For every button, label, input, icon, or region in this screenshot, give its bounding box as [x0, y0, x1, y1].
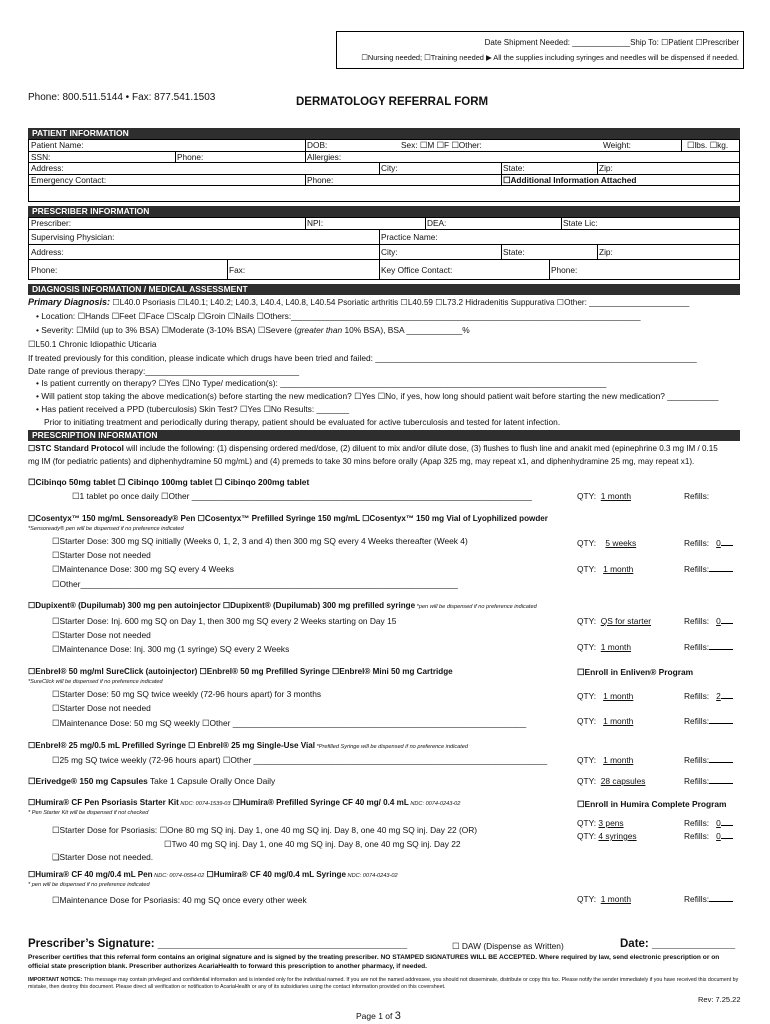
key-contact-phone-field[interactable]: Phone: [551, 264, 578, 275]
stc-label: ☐STC Standard Protocol [28, 444, 124, 453]
humira40-qty[interactable] [577, 895, 631, 904]
humira-qty-1[interactable] [577, 819, 624, 828]
qty-value: 1 month [600, 642, 632, 652]
dupixent-note: *pen will be dispensed if no preference indicated [415, 604, 537, 610]
location-line[interactable]: • Location: ☐Hands ☐Feet ☐Face ☐Scalp ☐Groin ☐Nails ☐Others:___________________________________________________________________________ [36, 311, 641, 321]
page-label: Page 1 of [356, 1011, 395, 1021]
patient-row-4 [29, 175, 739, 187]
prescriber-address-field[interactable]: Address: [31, 246, 64, 257]
enbrel25-note: *Prefilled Syringe will be dispensed if no preference indicated [315, 744, 469, 750]
qty-value: 1 month [603, 564, 634, 574]
enbrel-qty-2[interactable] [577, 717, 633, 726]
humira40-syringe: ☐Humira® CF 40 mg/0.4 mL Syringe [204, 870, 346, 879]
revision: Rev: 7.25.22 [698, 995, 741, 1004]
humira40-pen: ☐Humira® CF 40 mg/0.4 mL Pen [28, 870, 153, 879]
currently-on-therapy[interactable]: • Is patient currently on therapy? ☐Yes ☐No Type/ medication(s): ______________________________________________________________________ [36, 378, 607, 388]
cibinqo-options[interactable]: ☐Cibinqo 50mg tablet ☐ Cibinqo 100mg tablet ☐ Cibinqo 200mg tablet [28, 477, 310, 487]
signature-date[interactable]: Date: _____________ [620, 938, 736, 950]
dea-field[interactable]: DEA: [427, 218, 447, 228]
humira-note: * Pen Starter Kit will be dispensed if not checked [28, 810, 149, 816]
shipment-line-2[interactable]: ☐Nursing needed; ☐Training needed ▶ All the supplies including syringes and needles will be dispensed if needed. [361, 53, 739, 62]
key-office-contact-field[interactable]: Key Office Contact: [381, 264, 453, 275]
refills-value: 0 [716, 818, 721, 828]
treated-previously[interactable]: If treated previously for this condition, please indicate which drugs have been tried and failed: _____________________________________________________________________ [28, 353, 697, 363]
enbrel25-options[interactable] [28, 742, 468, 751]
refills-label: Refills: [684, 818, 710, 828]
erivedge-qty[interactable] [577, 777, 645, 786]
dupixent-refills-2[interactable] [684, 643, 733, 652]
ppd-test[interactable]: • Has patient received a PPD (tuberculosis) Skin Test? ☐Yes ☐No Results: _______ [36, 404, 350, 414]
refills-value: 2 [716, 691, 721, 701]
additional-info-checkbox[interactable]: ☐Additional Information Attached [503, 174, 637, 185]
npi-field[interactable]: NPI: [307, 218, 324, 228]
cosentyx-refills-2[interactable] [684, 565, 733, 574]
severity-text: • Severity: ☐Mild (up to 3% BSA) ☐Moderate (3-10% BSA) ☐Severe ( [36, 325, 297, 335]
prescriber-field[interactable]: Prescriber: [31, 218, 72, 228]
qty-value: QS for starter [600, 616, 652, 626]
refills-value: 0 [716, 616, 721, 626]
stc-text-2: mg IM (for pediatric patients) and diphenhydramine 50 mg/mL) and (4) premeds to take 30 mins before orally (Apap 325 mg, may repeat x1, and diphenhydramine 25 mg, may repeat x1). [28, 457, 695, 466]
patient-city-field[interactable]: City: [381, 163, 398, 173]
primary-diagnosis[interactable] [28, 298, 689, 308]
humira-pen-ndc: NDC: 0074-1539-03 [178, 801, 231, 807]
humira-starter-dose[interactable]: ☐Starter Dose for Psoriasis: ☐One 80 mg SQ inj. Day 1, one 40 mg SQ inj. Day 8, one 40 mg SQ inj. Day 22 (OR) [52, 825, 478, 835]
qty-label: QTY: [577, 716, 597, 726]
practice-name-field[interactable]: Practice Name: [381, 231, 438, 242]
enbrel-maintenance[interactable]: ☐Maintenance Dose: 50 mg SQ weekly ☐Other _______________________________________________________________ [52, 718, 527, 728]
prescriber-fax-field[interactable]: Fax: [229, 264, 246, 275]
humira-syringe: ☐Humira® Prefilled Syringe CF 40 mg/ 0.4 mL [230, 798, 409, 807]
prescriber-zip-field[interactable]: Zip: [599, 246, 613, 257]
prescriber-grid [28, 217, 740, 280]
patient-state-field[interactable]: State: [503, 163, 525, 173]
cosentyx-qty-1[interactable] [577, 539, 636, 548]
qty-value: 5 weeks [605, 538, 637, 548]
diagnosis-header: DIAGNOSIS INFORMATION / MEDICAL ASSESSMENT [28, 284, 740, 295]
enbrel25-dose[interactable]: ☐25 mg SQ twice weekly (72-96 hours apart) ☐Other _______________________________________________________________ [52, 755, 548, 765]
emergency-phone-field[interactable]: Phone: [307, 174, 334, 185]
patient-header: PATIENT INFORMATION [28, 128, 740, 139]
dupixent-no-starter[interactable]: ☐Starter Dose not needed [52, 630, 151, 640]
prescriber-state-field[interactable]: State: [503, 246, 525, 257]
stc-protocol[interactable] [28, 445, 718, 454]
patient-dob-field[interactable]: DOB: [307, 140, 328, 150]
qty-value: 3 pens [598, 818, 624, 828]
patient-row-1 [29, 140, 739, 152]
qty-label: QTY: [577, 564, 597, 574]
patient-zip-field[interactable]: Zip: [599, 163, 613, 173]
erivedge-option[interactable] [28, 777, 275, 786]
qty-label: QTY: [577, 616, 597, 626]
refills-label: Refills: [684, 831, 710, 841]
qty-label: QTY: [577, 831, 597, 841]
qty-label: QTY: [577, 538, 597, 548]
cibinqo-dose[interactable]: ☐1 tablet po once daily ☐Other _________________________________________________________________________ [72, 491, 532, 501]
cosentyx-options[interactable]: ☐Cosentyx™ 150 mg/mL Sensoready® Pen ☐Cosentyx™ Prefilled Syringe 150 mg/mL ☐Cosentyx™ 150 mg Vial of Lyophilized powder [28, 514, 548, 523]
qty-value: 1 month [600, 491, 632, 501]
refills-label: Refills: [684, 755, 710, 765]
enbrel-refills-1[interactable] [684, 692, 733, 701]
humira-starter-dose-alt[interactable]: ☐Two 40 mg SQ inj. Day 1, one 40 mg SQ inj. Day 8, one 40 mg SQ inj. Day 22 [164, 839, 461, 849]
refills-label: Refills: [684, 776, 710, 786]
prescriber-row-4 [29, 260, 739, 280]
enbrel-note: *SureClick will be dispensed if no preference indicated [28, 679, 163, 685]
prescriber-signature[interactable]: Prescriber’s Signature: _______________________________________ [28, 938, 408, 950]
dupixent-maintenance[interactable]: ☐Maintenance Dose: Inj. 300 mg (1 syringe) SQ every 2 Weeks [52, 644, 290, 654]
qty-value: 28 capsules [600, 776, 646, 786]
patient-row-2 [29, 152, 739, 164]
humira-syringe-ndc: NDC: 0074-0243-02 [408, 801, 461, 807]
humira40-note: * pen will be dispensed if no preference indicated [28, 882, 150, 888]
page-number [356, 1010, 401, 1022]
daw-checkbox[interactable]: ☐ DAW (Dispense as Written) [452, 941, 564, 951]
enbrel-starter-dose[interactable]: ☐Starter Dose: 50 mg SQ twice weekly (72-96 hours apart) for 3 months [52, 689, 322, 699]
humira-pen-kit: ☐Humira® CF Pen Psoriasis Starter Kit [28, 798, 179, 807]
erivedge-title: ☐Erivedge® 150 mg Capsules [28, 776, 148, 786]
cosentyx-starter-dose[interactable]: ☐Starter Dose: 300 mg SQ initially (Weeks 0, 1, 2, 3 and 4) then 300 mg SQ every 4 Weeks thereafter (Week 4) [52, 536, 468, 546]
refills-label: Refills: [684, 716, 710, 726]
patient-ssn-field[interactable]: SSN: [31, 151, 51, 162]
severity-italic: greater than [296, 325, 343, 335]
primary-diagnosis-label: Primary Diagnosis: [28, 297, 111, 307]
enbrel25-qty[interactable] [577, 756, 633, 765]
erivedge-dose: Take 1 Capsule Orally Once Daily [147, 776, 276, 786]
patient-weight-field[interactable]: Weight: [603, 140, 631, 150]
dupixent-starter-dose[interactable]: ☐Starter Dose: Inj. 600 mg SQ on Day 1, then 300 mg SQ every 2 Weeks starting on Day 15 [52, 616, 397, 626]
dupixent-refills-1[interactable] [684, 617, 733, 626]
refills-value: 0 [716, 831, 721, 841]
certification-text: Prescriber certifies that this referral form contains an original signature and is signed by the treating prescriber. NO STAMPED SIGNATURES WILL BE ACCEPTED. Where required by law, send electronic prescription or on official state prescription blank. Prescriber authorizes AcariaHealth to forward this prescription to another pharmacy, if needed. [28, 954, 720, 970]
cosentyx-qty-2[interactable] [577, 565, 633, 574]
prescriber-header: PRESCRIBER INFORMATION [28, 206, 740, 217]
refills-label: Refills: [684, 894, 710, 904]
dupixent-qty-1[interactable] [577, 617, 651, 626]
cibinqo-refills[interactable] [684, 492, 709, 501]
qty-value: 1 month [600, 894, 632, 904]
enliven-enroll-checkbox[interactable]: ☐Enroll in Enliven® Program [577, 667, 694, 677]
patient-phone-field[interactable]: Phone: [177, 151, 204, 162]
severity-line[interactable] [36, 326, 470, 335]
enbrel-refills-2[interactable] [684, 717, 733, 726]
qty-label: QTY: [577, 755, 597, 765]
refills-label: Refills: [684, 616, 710, 626]
humira-no-starter[interactable]: ❑Starter Dose not needed. [52, 852, 154, 862]
refills-label: Refills: [684, 491, 710, 501]
shipment-box [336, 31, 744, 69]
qty-value: 1 month [603, 691, 634, 701]
tb-note: Prior to initiating treatment and periodically during therapy, patient should be evaluated for active tuberculosis and tested for latent infection. [44, 417, 561, 427]
enbrel-qty-1[interactable] [577, 692, 633, 701]
l50-checkbox[interactable]: ☐L50.1 Chronic Idiopathic Uticaria [28, 339, 157, 349]
weight-units-checkbox[interactable]: ☐lbs. ☐kg. [687, 140, 729, 150]
refills-label: Refills: [684, 691, 710, 701]
enbrel25-title: ☐Enbrel® 25 mg/0.5 mL Prefilled Syringe ☐ Enbrel® 25 mg Single-Use Vial [28, 741, 316, 750]
enbrel-no-starter[interactable]: ☐Starter Dose not needed [52, 703, 151, 713]
dupixent-qty-2[interactable] [577, 643, 631, 652]
severity-text-2: 10% BSA), BSA ____________% [342, 325, 470, 335]
humira-starter-options[interactable] [28, 799, 460, 808]
qty-label: QTY: [577, 691, 597, 701]
dupixent-options[interactable] [28, 602, 537, 611]
date-range[interactable]: Date range of previous therapy:_________________________________ [28, 366, 300, 376]
stc-text: will include the following: (1) dispensing ordered med/dose, (2) diluent to mix and/or dilute dose, (3) flushes to flush line and anakit med (epinephrine 0.3 mg IM / 0.15 [123, 444, 718, 453]
refills-value: 0 [716, 538, 721, 548]
humira-refills-2[interactable] [684, 832, 733, 841]
cosentyx-maintenance[interactable]: ☐Maintenance Dose: 300 mg SQ every 4 Weeks [52, 564, 234, 574]
patient-allergies-field[interactable]: Allergies: [307, 151, 342, 162]
notice-text: This message may contain privileged and confidential information and is intended only for the individual named. If you are not the named addressee, you should not disseminate, distribute or copy this fax. Please notify the sender immediately if you have received this document by mistake, then destroy this document. Please direct all verification or notification to AcariaHealth or any of its subsidiaries using the contact information provided on this coversheet. [28, 977, 739, 990]
prescriber-row-1 [29, 218, 739, 230]
qty-value: 1 month [603, 755, 634, 765]
humira-qty-2[interactable] [577, 832, 637, 841]
cosentyx-note: *Sensoready® pen will be dispensed if no preference indicated [28, 526, 184, 532]
cosentyx-refills-1[interactable] [684, 539, 733, 548]
notice-label: IMPORTANT NOTICE: [28, 977, 83, 983]
humira40-pen-ndc: NDC: 0074-0554-02 [152, 873, 205, 879]
emergency-contact-field[interactable]: Emergency Contact: [31, 174, 107, 185]
erivedge-refills[interactable] [684, 777, 733, 786]
humira40-syringe-ndc: NDC: 0074-0243-02 [345, 873, 398, 879]
patient-grid [28, 139, 740, 202]
important-notice [28, 977, 740, 991]
supervising-physician-field[interactable]: Supervising Physician: [31, 231, 115, 242]
cosentyx-other[interactable]: ☐Other_________________________________________________________________________________ [52, 579, 458, 589]
prescription-header: PRESCRIPTION INFORMATION [28, 430, 740, 441]
qty-value: 1 month [603, 716, 634, 726]
will-stop-medication[interactable]: • Will patient stop taking the above medication(s) before starting the new medication? ☐Yes ☐No, if yes, how long should patient wait before starting the new medication? ___________ [36, 391, 719, 401]
page-total: 3 [394, 1010, 401, 1022]
contact-line: Phone: 800.511.5144 • Fax: 877.541.1503 [28, 92, 216, 103]
shipment-line-1[interactable]: Date Shipment Needed: _____________Ship To: ☐Patient ☐Prescriber [484, 38, 739, 47]
humira40-refills[interactable] [684, 895, 733, 904]
prescriber-city-field[interactable]: City: [381, 246, 398, 257]
patient-row-3 [29, 163, 739, 175]
qty-label: QTY: [577, 818, 597, 828]
humira40-maintenance[interactable]: ☐Maintenance Dose for Psoriasis: 40 mg SQ once every other week [52, 895, 307, 905]
primary-diagnosis-options[interactable]: ☐L40.0 Psoriasis ☐L40.1; L40.2; L40.3, L40.4, L40.8, L40.54 Psoriatic arthritis ☐L40.59 ☐L73.2 Hidradenitis Suppurativa ☐Other: ______________________ [112, 298, 690, 307]
state-license-field[interactable]: State Lic: [563, 218, 598, 228]
refills-label: Refills: [684, 564, 710, 574]
form-title: DERMATOLOGY REFERRAL FORM [296, 96, 489, 108]
prescriber-row-3 [29, 245, 739, 260]
qty-value: 4 syringes [598, 831, 637, 841]
refills-label: Refills: [684, 642, 710, 652]
qty-label: QTY: [577, 642, 597, 652]
dupixent-title: ☐Dupixent® (Dupilumab) 300 mg pen autoinjector ☐Dupixent® (Dupilumab) 300 mg prefilled syringe [28, 601, 416, 610]
qty-label: QTY: [577, 894, 597, 904]
prescriber-phone-field[interactable]: Phone: [31, 264, 58, 275]
humira40-options[interactable] [28, 871, 398, 880]
qty-label: QTY: [577, 491, 597, 501]
refills-label: Refills: [684, 538, 710, 548]
patient-address-field[interactable]: Address: [31, 163, 64, 173]
humira-refills-1[interactable] [684, 819, 733, 828]
patient-name-field[interactable]: Patient Name: [31, 140, 84, 150]
cosentyx-no-starter[interactable]: ☐Starter Dose not needed [52, 550, 151, 560]
prescriber-row-2 [29, 230, 739, 245]
humira-complete-enroll[interactable]: ☐Enroll in Humira Complete Program [577, 799, 727, 809]
enbrel25-refills[interactable] [684, 756, 733, 765]
qty-label: QTY: [577, 776, 597, 786]
enbrel-options[interactable]: ☐Enbrel® 50 mg/ml SureClick (autoinjector) ☐Enbrel® 50 mg Prefilled Syringe ☐Enbrel® Mini 50 mg Cartridge [28, 667, 453, 676]
patient-sex-field[interactable]: Sex: ☐M ☐F ☐Other: [401, 140, 482, 150]
cibinqo-qty[interactable] [577, 492, 631, 501]
